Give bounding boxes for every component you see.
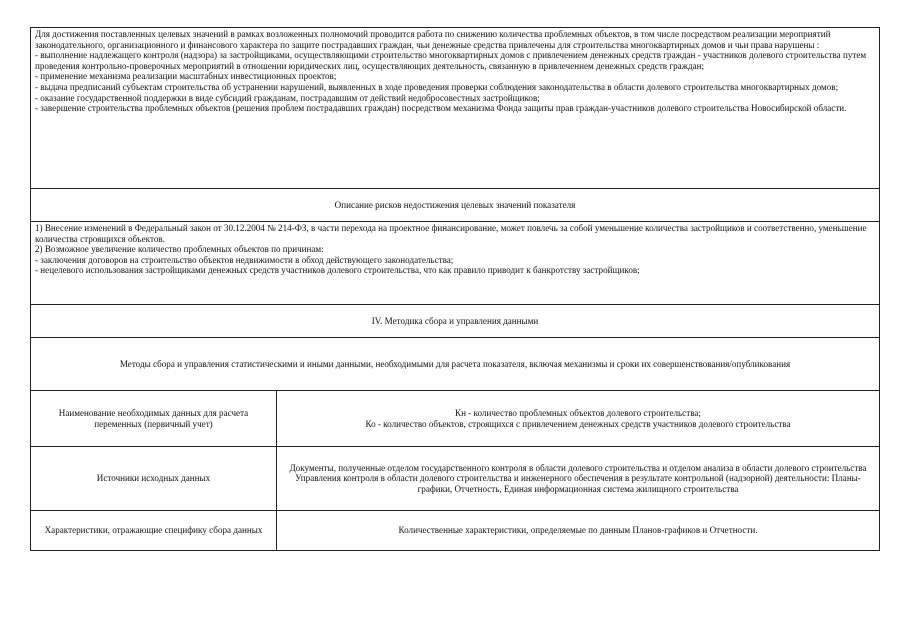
risk-item: - заключения договоров на строительство объектов недвижимости в обход действующего законодательства;: [35, 254, 454, 265]
risk-item: - нецелевого использования застройщиками денежных средств участников долевого строительства, что как правило приводит к банкротству застройщиков;: [35, 265, 640, 276]
characteristics-text: Количественные характеристики, определяемые по данным Планов-графиков и Отчетности.: [398, 525, 758, 536]
document-table: [30, 27, 880, 551]
variable-kn: Кн - количество проблемных объектов долевого строительства;: [455, 407, 701, 418]
risks-heading-cell: [30, 188, 880, 221]
risks-text-block: [30, 221, 880, 304]
table-row: [30, 510, 880, 551]
methods-heading-cell: [30, 337, 880, 390]
measures-intro: Для достижения поставленных целевых значений в рамках возложенных полномочий проводится работа по снижению количества проблемных объектов, в том числе посредством реализации мероприятий законодательного, организационного и финансового характера по защите пострадавших граждан, чьи денежные средства привлечены для строительства многоквартирных домов и чьи права нарушены :: [35, 29, 831, 50]
row-label: Наименование необходимых данных для расчета переменных (первичный учет): [31, 391, 277, 446]
data-sources-text: Документы, полученные отделом государственного контроля в области долевого строительства и отделом анализа в области долевого строительства Управления контроля в области долевого строительства и инженерного обеспечения в результате контрольной (надзорной) деятельности: Планы-графики, Отчетность, Единая информационная система жилищного строительства: [289, 462, 867, 494]
measure-item: - выдача предписаний субъектам строительства об устранении нарушений, выявленных в ходе проведения проверки соблюдения законодательства в области долевого строительства многоквартирных домов;: [35, 81, 839, 92]
measure-item: - завершение строительства проблемных объектов (решения проблем пострадавших граждан) посредством механизма Фонда защиты прав граждан-участников долевого строительства Новосибирской области.: [35, 103, 847, 114]
methods-heading: Методы сбора и управления статистическими и иными данными, необходимыми для расчета показателя, включая механизмы и сроки их совершенствования/опубликования: [119, 358, 791, 369]
table-row: [30, 390, 880, 446]
row-value: [277, 391, 879, 446]
risk-item: 2) Возможное увеличение количество проблемных объектов по причинам:: [35, 244, 324, 255]
measure-item: - выполнение надлежащего контроля (надзора) за застройщиками, осуществляющими строительство многоквартирных домов с привлечением денежных средств граждан - участников долевого строительства путем проведения контрольно-проверочных мероприятий в отношении юридических лиц, осуществляющих деятельность, связанную в привлечением денежных средств граждан;: [35, 50, 867, 71]
section-iv-heading-cell: [30, 304, 880, 337]
measure-item: - оказание государственной поддержки в виде субсидий гражданам, пострадавшим от действий недобросовестных застройщиков;: [35, 92, 540, 103]
variable-ko: Ко - количество объектов, строящихся с привлечением денежных средств участников долевого строительства: [365, 418, 791, 429]
row-label: Характеристики, отражающие специфику сбора данных: [31, 511, 277, 550]
table-row: [30, 446, 880, 510]
section-iv-heading: IV. Методика сбора и управления данными: [371, 315, 539, 326]
risk-item: 1) Внесение изменений в Федеральный закон от 30.12.2004 № 214-ФЗ, в части перехода на проектное финансирование, может повлечь за собой уменьшение количества застройщиков и соответственно, уменьшение количества строящихся объектов.: [35, 223, 867, 244]
row-value: [277, 511, 879, 550]
risks-heading: Описание рисков недостижения целевых значений показателя: [334, 199, 576, 210]
measures-text-block: [30, 27, 880, 188]
measure-item: - применение механизма реализации масштабных инвестиционных проектов;: [35, 71, 337, 82]
row-value: [277, 447, 879, 510]
row-label: Источники исходных данных: [31, 447, 277, 510]
